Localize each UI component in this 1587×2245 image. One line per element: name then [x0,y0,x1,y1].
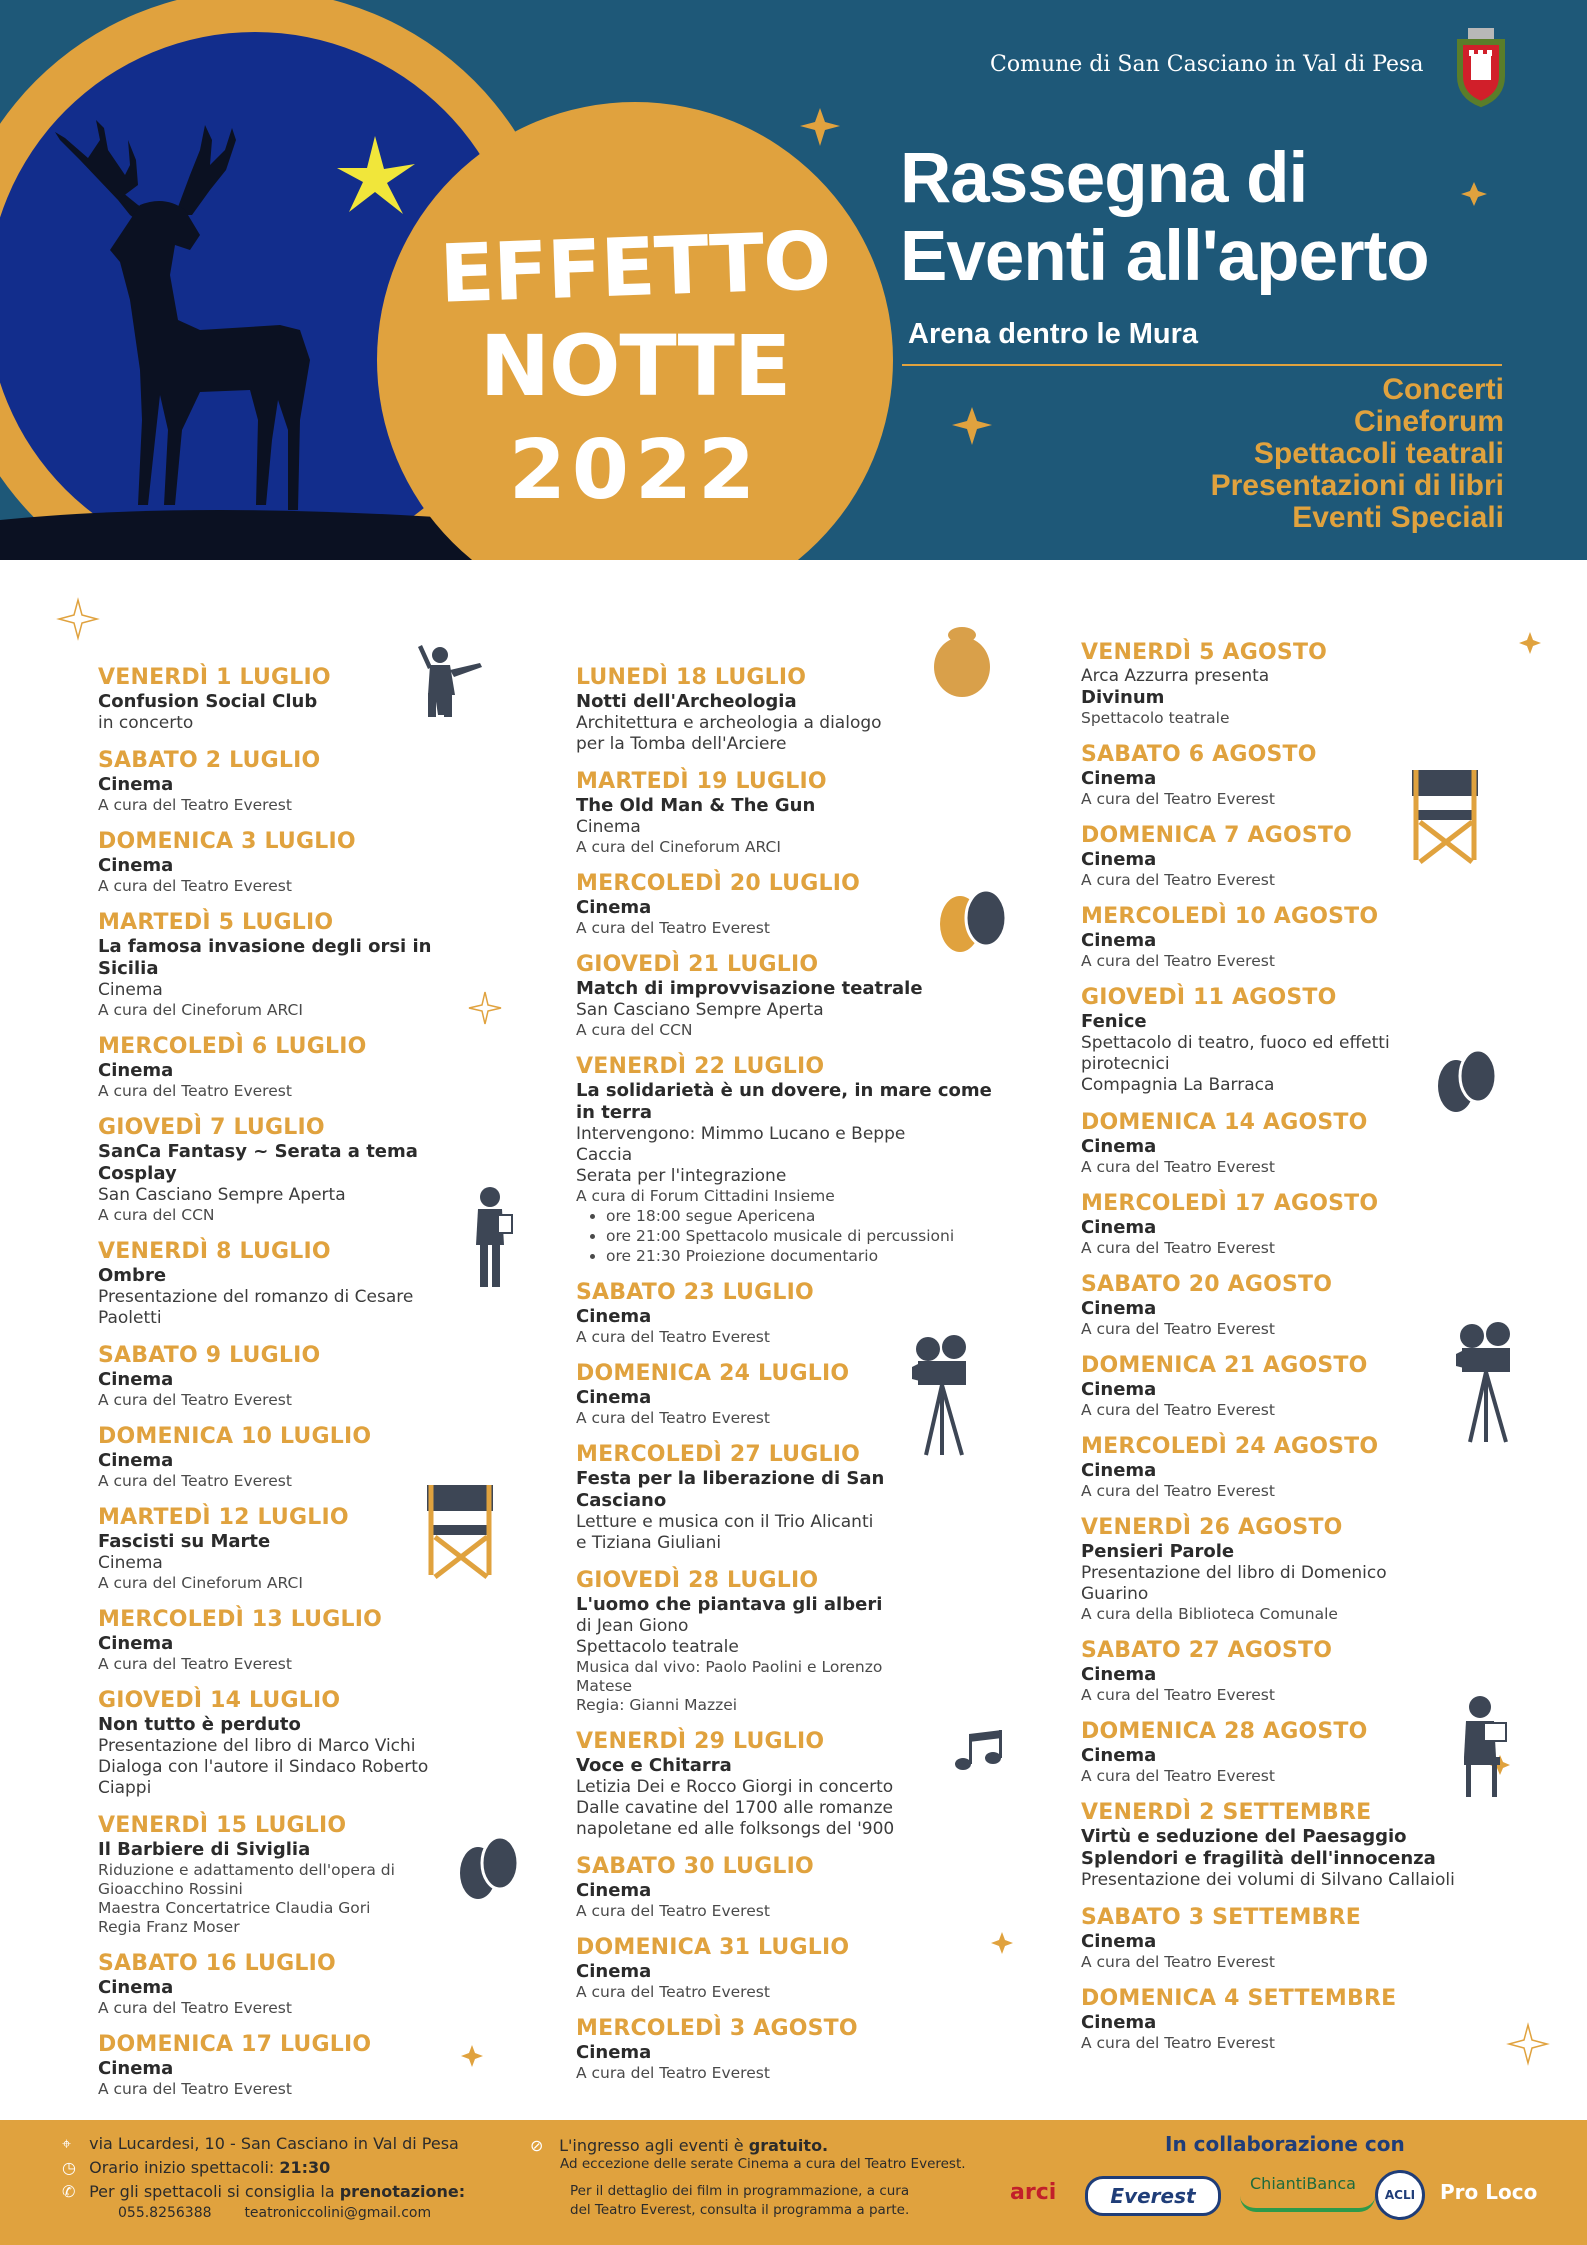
partner-logo-everest: Everest [1085,2176,1221,2216]
event-entry [1081,1353,1501,1420]
event-detail: Letture e musica con il Trio Alicanti [576,1512,874,1532]
event-detail: Regia Franz Moser [98,1918,240,1936]
event-schedule-item: • ore 21:30 Proiezione documentario [606,1246,996,1266]
event-logo [420,214,850,526]
event-date: GIOVEDÌ 14 LUGLIO [98,1688,341,1713]
event-title: Cinema [1081,1298,1157,1319]
footer [0,2120,1587,2245]
event-entry [98,1034,498,1101]
event-entry [576,1280,996,1347]
event-detail: A cura del Teatro Everest [1081,1767,1275,1785]
event-detail: A cura del Teatro Everest [1081,1953,1275,1971]
event-title: Cinema [576,1306,652,1327]
event-title: Cinema [98,1977,174,1998]
event-detail: Intervengono: Mimmo Lucano e Beppe [576,1124,906,1144]
event-date: SABATO 23 LUGLIO [576,1280,814,1305]
event-title: Cinema [1081,849,1157,870]
event-title: Cinema [576,897,652,918]
event-title: Cinema [98,1060,174,1081]
event-entry [1081,1191,1501,1258]
event-detail: A cura della Biblioteca Comunale [1081,1605,1338,1623]
event-entry [98,1813,498,1937]
event-date: DOMENICA 7 AGOSTO [1081,823,1353,848]
sparkle-icon [59,600,97,638]
event-title: Voce e Chitarra [576,1755,732,1776]
event-detail: e Tiziana Giuliani [576,1533,722,1553]
event-entry [1081,1434,1501,1501]
reservation-text: Per gli spettacoli si consiglia la [89,2182,335,2201]
event-title: Cinema [98,1450,174,1471]
schedule-column-august [1081,640,1501,2067]
event-detail: Architettura e archeologia a dialogo [576,713,882,733]
event-title: Cinema [1081,2012,1157,2033]
event-entry [1081,742,1501,809]
event-entry [1081,640,1501,728]
event-title: Cinema [1081,1136,1157,1157]
event-detail: Gioacchino Rossini [98,1880,243,1898]
municipality-name: Comune di San Casciano in Val di Pesa [990,52,1424,77]
star-icon [1519,632,1541,654]
event-title: Cinema [576,1961,652,1982]
event-detail: napoletane ed alle folksongs del '900 [576,1819,895,1839]
event-entry [1081,1986,1501,2053]
event-title: Pensieri Parole [1081,1541,1235,1562]
event-detail: A cura del Teatro Everest [98,1082,292,1100]
event-entry [576,769,996,857]
event-entry [98,1115,498,1225]
event-title: Cinema [1081,1379,1157,1400]
event-date: SABATO 3 SETTEMBRE [1081,1905,1361,1930]
title-line-2: Eventi all'aperto [900,217,1429,296]
event-entry [576,871,996,938]
event-detail: A cura del Teatro Everest [1081,1401,1275,1419]
event-date: DOMENICA 21 AGOSTO [1081,1353,1368,1378]
event-detail: A cura del Teatro Everest [98,1391,292,1409]
event-detail: Riduzione e adattamento dell'opera di [98,1861,395,1879]
event-title: Cinema [1081,1460,1157,1481]
event-detail: in concerto [98,713,194,733]
event-entry [98,665,498,734]
event-title: Fenice [1081,1011,1147,1032]
event-date: DOMENICA 28 AGOSTO [1081,1719,1368,1744]
email-link[interactable]: teatroniccolini@gmail.com [244,2205,432,2221]
event-detail: A cura del Teatro Everest [98,1999,292,2017]
event-date: MERCOLEDÌ 6 LUGLIO [98,1034,367,1059]
free-entry-row [530,2136,990,2155]
star-small-1 [800,108,840,146]
event-title: Cinema [1081,1931,1157,1952]
logo-word-2: NOTTE [479,317,791,415]
event-date: VENERDÌ 8 LUGLIO [98,1239,331,1264]
event-entry [1081,985,1501,1096]
event-detail: A cura del Cineforum ARCI [576,838,781,856]
event-title: Cinema [1081,1664,1157,1685]
event-date: VENERDÌ 26 AGOSTO [1081,1515,1343,1540]
event-date: SABATO 16 LUGLIO [98,1951,336,1976]
contacts-row [62,2204,465,2222]
event-title: Splendori e fragilità dell'innocenza [1081,1848,1436,1869]
event-title: Cinema [576,1387,652,1408]
event-date: MERCOLEDÌ 10 AGOSTO [1081,904,1379,929]
start-time-row [62,2156,465,2180]
event-title: Ombre [98,1265,167,1286]
event-detail: Dalle cavatine del 1700 alle romanze [576,1798,894,1818]
header-banner [0,0,1587,560]
coat-of-arms-icon [1446,24,1516,110]
address: via Lucardesi, 10 - San Casciano in Val di Pesa [89,2134,459,2153]
event-entry [576,1935,996,2002]
event-entry [1081,1638,1501,1705]
location-pin-icon: ⌖ [62,2134,72,2153]
event-schedule-item: • ore 18:00 segue Apericena [606,1206,996,1226]
event-date: MARTEDÌ 19 LUGLIO [576,769,827,794]
event-detail: Presentazione del libro di Marco Vichi [98,1736,416,1756]
reservation-bold: prenotazione: [339,2182,466,2201]
event-date: GIOVEDÌ 28 LUGLIO [576,1568,819,1593]
event-title: The Old Man & The Gun [576,795,816,816]
event-date: VENERDÌ 1 LUGLIO [98,665,331,690]
event-detail: A cura del Teatro Everest [98,2080,292,2098]
event-entry [98,2032,498,2099]
event-detail: Ciappi [98,1778,152,1798]
event-date: MERCOLEDÌ 3 AGOSTO [576,2016,858,2041]
event-entry [576,665,996,755]
event-detail: A cura del CCN [576,1021,693,1039]
event-detail: di Jean Giono [576,1616,689,1636]
event-date: SABATO 6 AGOSTO [1081,742,1317,767]
event-detail: Dialoga con l'autore il Sindaco Roberto [98,1757,429,1777]
event-date: DOMENICA 24 LUGLIO [576,1361,850,1386]
event-detail: Presentazione dei volumi di Silvano Callaioli [1081,1870,1455,1890]
event-date: GIOVEDÌ 21 LUGLIO [576,952,819,977]
title-line-1: Rassegna di [900,139,1308,218]
event-detail: San Casciano Sempre Aperta [576,1000,824,1020]
event-title: La solidarietà è un dovere, in mare come [576,1080,992,1101]
event-title: Festa per la liberazione di San [576,1468,885,1489]
subtitle: Arena dentro le Mura [908,318,1199,350]
event-entry [98,829,498,896]
event-entry [98,1607,498,1674]
free-entry-bold: gratuito. [748,2136,829,2155]
event-date: DOMENICA 17 LUGLIO [98,2032,372,2057]
event-date: GIOVEDÌ 11 AGOSTO [1081,985,1337,1010]
event-title: Cinema [1081,1745,1157,1766]
event-detail: A cura del Teatro Everest [1081,2034,1275,2052]
event-detail: A cura del Teatro Everest [98,877,292,895]
event-date: GIOVEDÌ 7 LUGLIO [98,1115,325,1140]
event-detail: Compagnia La Barraca [1081,1075,1275,1095]
event-detail: A cura del Teatro Everest [1081,1158,1275,1176]
entry-info [530,2136,990,2220]
event-detail: A cura del Teatro Everest [98,796,292,814]
event-detail: A cura del Teatro Everest [576,1409,770,1427]
event-title: Virtù e seduzione del Paesaggio [1081,1826,1407,1847]
event-detail: Cinema [576,817,641,837]
event-date: DOMENICA 4 SETTEMBRE [1081,1986,1397,2011]
event-entry [98,910,498,1020]
event-detail: A cura del Teatro Everest [576,1902,770,1920]
event-date: VENERDÌ 15 LUGLIO [98,1813,347,1838]
event-detail: A cura del Teatro Everest [576,1983,770,2001]
event-title: Cinema [98,855,174,876]
event-title: Cinema [1081,1217,1157,1238]
start-time: 21:30 [279,2158,331,2177]
partner-logo-arci: arci [1010,2180,1057,2205]
event-detail: A cura del Teatro Everest [1081,1686,1275,1704]
event-entry [576,2016,996,2083]
event-title: Confusion Social Club [98,691,318,712]
reservation-row [62,2180,465,2204]
category-list [1211,374,1504,534]
event-detail: Presentazione del libro di Domenico [1081,1563,1387,1583]
event-title: Il Barbiere di Siviglia [98,1839,311,1860]
event-detail: Regia: Gianni Mazzei [576,1696,738,1714]
event-date: VENERDÌ 2 SETTEMBRE [1081,1800,1372,1825]
exception-note: Ad eccezione delle serate Cinema a cura del Teatro Everest. [560,2156,966,2172]
event-detail: A cura del Teatro Everest [576,919,770,937]
event-detail: A cura del Teatro Everest [98,1655,292,1673]
event-date: MERCOLEDÌ 27 LUGLIO [576,1442,860,1467]
schedule-column-july-2 [576,665,996,2097]
event-detail: A cura del Cineforum ARCI [98,1574,303,1592]
event-schedule-list [576,1206,996,1266]
event-detail: A cura del Teatro Everest [98,1472,292,1490]
event-detail: Presentazione del romanzo di Cesare [98,1287,414,1307]
event-date: MERCOLEDÌ 13 LUGLIO [98,1607,382,1632]
event-date: DOMENICA 14 AGOSTO [1081,1110,1368,1135]
event-entry [1081,1515,1501,1624]
event-entry [576,1054,996,1266]
event-detail: A cura del Teatro Everest [1081,1482,1275,1500]
event-entry [576,1442,996,1554]
event-detail: A cura del Teatro Everest [1081,1320,1275,1338]
schedule-column-july-1 [98,665,498,2113]
event-date: MERCOLEDÌ 24 AGOSTO [1081,1434,1379,1459]
event-detail: Maestra Concertatrice Claudia Gori [98,1899,371,1917]
partner-logo-proloco: Pro Loco [1440,2180,1538,2204]
event-entry [1081,1719,1501,1786]
event-detail: A cura del Cineforum ARCI [98,1001,303,1019]
event-date: MARTEDÌ 12 LUGLIO [98,1505,349,1530]
event-date: VENERDÌ 22 LUGLIO [576,1054,825,1079]
event-detail: Musica dal vivo: Paolo Paolini e Lorenzo [576,1658,883,1676]
event-title: SanCa Fantasy ~ Serata a tema [98,1141,418,1162]
event-title: Cosplay [98,1163,177,1184]
event-detail: A cura di Forum Cittadini Insieme [576,1187,835,1205]
hill-silhouette [0,510,480,560]
logo-word-1: EFFETTO [438,214,832,321]
chiantibanca-swoosh-icon [1240,2196,1375,2212]
event-entry [1081,823,1501,890]
event-entry [1081,1272,1501,1339]
event-date: MERCOLEDÌ 17 AGOSTO [1081,1191,1379,1216]
event-date: DOMENICA 31 LUGLIO [576,1935,850,1960]
program-note-1: Per il dettaglio dei film in programmazione, a cura [570,2183,910,2199]
event-detail: San Casciano Sempre Aperta [98,1185,346,1205]
event-entry [1081,904,1501,971]
program-note-2: del Teatro Everest, consulta il programma a parte. [570,2202,910,2218]
event-title: Cinema [98,1369,174,1390]
event-entry [98,1424,498,1491]
event-detail: A cura del Teatro Everest [576,2064,770,2082]
event-detail: A cura del Teatro Everest [1081,790,1275,808]
event-detail: Serata per l'integrazione [576,1166,787,1186]
event-detail: Spettacolo teatrale [576,1637,739,1657]
event-date: SABATO 27 AGOSTO [1081,1638,1333,1663]
event-detail: Spettacolo teatrale [1081,709,1230,727]
event-date: SABATO 2 LUGLIO [98,748,321,773]
event-title: Non tutto è perduto [98,1714,301,1735]
partner-logos [1010,2170,1570,2230]
event-title: Casciano [576,1490,667,1511]
category-item: Concerti [1382,373,1504,406]
event-title: Cinema [98,1633,174,1654]
start-time-label: Orario inizio spettacoli: [89,2158,275,2177]
phone-number[interactable]: 055.8256388 [118,2205,212,2221]
event-detail: A cura del Teatro Everest [576,1328,770,1346]
event-detail: A cura del Teatro Everest [1081,1239,1275,1257]
event-date: SABATO 20 AGOSTO [1081,1272,1333,1297]
event-entry [576,1361,996,1428]
event-date: LUNEDÌ 18 LUGLIO [576,665,807,690]
event-detail: Caccia [576,1145,633,1165]
phone-icon: ✆ [62,2182,76,2201]
event-entry [98,1505,498,1593]
category-item: Eventi Speciali [1292,501,1504,534]
event-detail: Guarino [1081,1584,1149,1604]
event-detail: Cinema [98,1553,163,1573]
partner-logo-acli: ACLI [1375,2170,1425,2220]
category-item: Spettacoli teatrali [1253,437,1504,470]
event-date: MERCOLEDÌ 20 LUGLIO [576,871,860,896]
event-date: SABATO 9 LUGLIO [98,1343,321,1368]
event-detail: pirotecnici [1081,1054,1170,1074]
event-date: SABATO 30 LUGLIO [576,1854,814,1879]
event-entry [576,1568,996,1715]
event-date: DOMENICA 10 LUGLIO [98,1424,372,1449]
event-title: in terra [576,1102,652,1123]
event-entry [1081,1800,1501,1891]
page-title [900,140,1429,296]
event-title: Cinema [98,774,174,795]
event-detail: A cura del Teatro Everest [1081,952,1275,970]
event-detail: Arca Azzurra presenta [1081,666,1270,686]
event-title: Fascisti su Marte [98,1531,271,1552]
event-detail: Letizia Dei e Rocco Giorgi in concerto [576,1777,894,1797]
event-detail: A cura del CCN [98,1206,215,1224]
event-date: VENERDÌ 29 LUGLIO [576,1729,825,1754]
free-entry-text: L'ingresso agli eventi è [559,2136,744,2155]
event-title: Cinema [1081,930,1157,951]
address-row [62,2132,465,2156]
event-entry [98,1688,498,1799]
category-item: Cineforum [1354,405,1504,438]
event-date: MARTEDÌ 5 LUGLIO [98,910,334,935]
logo-year: 2022 [508,423,762,518]
event-title: Notti dell'Archeologia [576,691,797,712]
event-entry [98,1239,498,1329]
collab-title: In collaborazione con [1165,2132,1405,2156]
event-title: Cinema [1081,768,1157,789]
event-title: Cinema [576,2042,652,2063]
event-detail: Matese [576,1677,633,1695]
event-entry [98,1951,498,2018]
event-detail: A cura del Teatro Everest [1081,871,1275,889]
partner-logo-chiantibanca: ChiantiBanca [1250,2174,1356,2193]
event-title: Cinema [576,1880,652,1901]
event-entry [576,952,996,1040]
event-schedule-item: • ore 21:00 Spettacolo musicale di percussioni [606,1226,996,1246]
event-detail: Paoletti [98,1308,162,1328]
category-item: Presentazioni di libri [1210,469,1504,502]
event-title: L'uomo che piantava gli alberi [576,1594,883,1615]
clock-icon: ◷ [62,2158,76,2177]
event-title: Match di improvvisazione teatrale [576,978,923,999]
event-title: Cinema [98,2058,174,2079]
event-date: DOMENICA 3 LUGLIO [98,829,356,854]
event-entry [1081,1905,1501,1972]
ticket-icon: ⊘ [530,2136,544,2155]
event-entry [576,1729,996,1840]
event-detail: per la Tomba dell'Arciere [576,734,787,754]
event-title: La famosa invasione degli orsi in Sicilia [98,936,432,979]
event-entry [98,1343,498,1410]
event-entry [98,748,498,815]
event-date: VENERDÌ 5 AGOSTO [1081,640,1328,665]
event-detail: Spettacolo di teatro, fuoco ed effetti [1081,1033,1390,1053]
event-title: Divinum [1081,687,1165,708]
venue-info [62,2132,465,2222]
sparkle-icon [1509,2025,1547,2063]
event-entry [576,1854,996,1921]
event-entry [1081,1110,1501,1177]
event-detail: Cinema [98,980,163,1000]
